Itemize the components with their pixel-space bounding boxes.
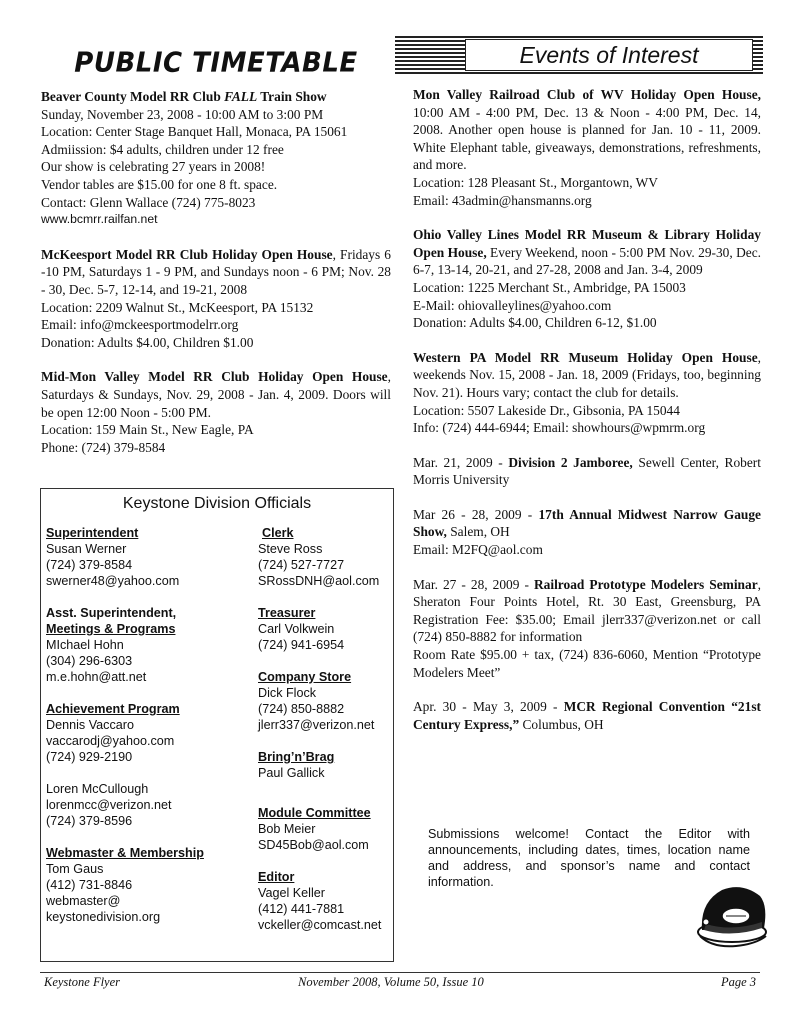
event-description: , Saturdays & Sundays, Nov. 29, 2008 - Jan. 4, 2009. Doors will be open 12:00 Noon - 5:00 PM. bbox=[41, 369, 391, 420]
event-title: Western PA Model RR Museum Holiday Open House bbox=[413, 349, 758, 365]
official-line: jlerr337@verizon.net bbox=[258, 718, 375, 732]
event-date: Apr. 30 - May 3, 2009 - bbox=[413, 699, 564, 715]
official-line: MIchael Hohn bbox=[46, 638, 124, 652]
officials-title: Keystone Division Officials bbox=[122, 495, 312, 512]
official-line: Steve Ross bbox=[258, 542, 323, 556]
official-line: (304) 296-6303 bbox=[46, 654, 133, 668]
event-line: Info: (724) 444-6944; Email: showhours@wpmrm.org bbox=[413, 420, 706, 436]
official-module-committee bbox=[258, 805, 393, 853]
official-line: Susan Werner bbox=[46, 542, 127, 556]
official-webmaster bbox=[46, 845, 251, 925]
public-timetable-heading: PUBLIC TIMETABLE bbox=[74, 47, 358, 79]
event-line: Location: Center Stage Banquet Hall, Monaca, PA 15061 bbox=[41, 124, 348, 140]
official-achievement-program bbox=[46, 701, 251, 765]
event-mcr-convention bbox=[413, 698, 761, 733]
official-role: Treasurer bbox=[258, 606, 316, 620]
official-bring-n-brag bbox=[258, 749, 393, 781]
division-officials-box bbox=[40, 488, 394, 962]
event-date: Mar 26 - 28, 2009 - bbox=[413, 506, 539, 522]
event-line: Location: 159 Main St., New Eagle, PA bbox=[41, 422, 254, 438]
official-role: Asst. Superintendent, bbox=[46, 606, 177, 620]
officials-left-column bbox=[46, 525, 251, 941]
official-role: Editor bbox=[258, 870, 295, 884]
event-title: MCR Regional Convention “21st Century Express,” bbox=[413, 699, 761, 732]
official-role: Module Committee bbox=[258, 806, 371, 820]
official-line: Dennis Vaccaro bbox=[46, 718, 134, 732]
page-footer bbox=[40, 972, 760, 993]
official-line: SRossDNH@aol.com bbox=[258, 574, 380, 588]
official-line: (412) 731-8846 bbox=[46, 878, 133, 892]
event-ohio-valley-lines bbox=[413, 226, 761, 332]
event-title: Mid-Mon Valley Model RR Club Holiday Open House bbox=[41, 369, 388, 385]
official-achievement-second bbox=[46, 781, 251, 829]
event-title: 17th Annual Midwest Narrow Gauge Show, bbox=[413, 506, 761, 540]
official-treasurer bbox=[258, 605, 393, 653]
official-company-store bbox=[258, 669, 393, 733]
event-line: Email: info@mckeesportmodelrr.org bbox=[41, 317, 239, 333]
event-line: Our show is celebrating 27 years in 2008! bbox=[41, 159, 266, 175]
official-line: swerner48@yahoo.com bbox=[46, 574, 180, 588]
official-role: Webmaster & Membership bbox=[46, 846, 204, 860]
footer-issue: November 2008, Volume 50, Issue 10 bbox=[298, 975, 484, 989]
event-description: 10:00 AM - 4:00 PM, Dec. 13 & Noon - 4:00 PM, Dec. 14, 2008. Another open house is planned for Jan. 10 - 11, 2009. White Elephant table, giveaways, demonstrations, refreshments, and more. bbox=[413, 104, 761, 173]
event-line: Contact: Glenn Wallace (724) 775-8023 bbox=[41, 194, 256, 210]
official-line: (724) 527-7727 bbox=[258, 558, 345, 572]
official-role: Company Store bbox=[258, 670, 352, 684]
event-line: Location: 5507 Lakeside Dr., Gibsonia, PA 15044 bbox=[413, 402, 680, 418]
official-line: keystonedivision.org bbox=[46, 910, 161, 924]
official-editor bbox=[258, 869, 393, 933]
official-line: Paul Gallick bbox=[258, 766, 325, 780]
event-line: Location: 2209 Walnut St., McKeesport, PA 15132 bbox=[41, 299, 314, 315]
banner-label: Events of Interest bbox=[465, 39, 753, 71]
event-description: , weekends Nov. 15, 2008 - Jan. 18, 2009 (Fridays, too, beginning Nov. 21). Hours vary; contact the club for details. bbox=[413, 349, 761, 400]
footer-publication: Keystone Flyer bbox=[44, 975, 121, 989]
event-mid-mon-valley bbox=[41, 368, 391, 456]
event-url-link[interactable]: www.bcmrr.railfan.net bbox=[41, 212, 158, 227]
official-line: m.e.hohn@att.net bbox=[46, 670, 147, 684]
event-line: Room Rate $95.00 + tax, (724) 836-6060, Mention “Prototype Modelers Meet” bbox=[413, 647, 761, 680]
official-clerk bbox=[258, 525, 393, 589]
event-date: Mar. 21, 2009 - bbox=[413, 454, 509, 470]
event-mon-valley bbox=[413, 86, 761, 209]
official-line: webmaster@ bbox=[46, 894, 121, 908]
event-title: Railroad Prototype Modelers Seminar bbox=[534, 576, 758, 592]
official-line: vckeller@comcast.net bbox=[258, 918, 382, 932]
official-line: (412) 441-7881 bbox=[258, 902, 345, 916]
submissions-note: Submissions welcome! Contact the Editor with announcements, including dates, times, location name and address, and sponsor’s name and contact information. bbox=[428, 827, 750, 889]
event-description: , Sheraton Four Points Hotel, Rt. 30 East, Greensburg, PA Registration Fee: $35.00; Email jlerr337@verizon.net or call (724) 850-8882 for information bbox=[413, 576, 761, 645]
official-role: Bring’n’Brag bbox=[258, 750, 335, 764]
event-title: Beaver County Model RR Club FALL Train Show bbox=[41, 89, 327, 104]
left-column bbox=[41, 44, 391, 473]
official-asst-superintendent bbox=[46, 605, 251, 685]
official-line: vaccarodj@yahoo.com bbox=[46, 734, 175, 748]
event-line: Vendor tables are $15.00 for one 8 ft. space. bbox=[41, 176, 278, 192]
official-line: (724) 929-2190 bbox=[46, 750, 133, 764]
event-line: Location: 128 Pleasant St., Morgantown, WV bbox=[413, 174, 658, 190]
event-line: Admiission: $4 adults, children under 12 free bbox=[41, 141, 284, 157]
event-line: Phone: (724) 379-8584 bbox=[41, 439, 166, 455]
official-line: lorenmcc@verizon.net bbox=[46, 798, 172, 812]
official-line: (724) 941-6954 bbox=[258, 638, 345, 652]
conductor-cap-icon bbox=[692, 872, 772, 950]
official-line: Dick Flock bbox=[258, 686, 317, 700]
official-line: Vagel Keller bbox=[258, 886, 325, 900]
official-line: (724) 379-8596 bbox=[46, 814, 133, 828]
official-line: Loren McCullough bbox=[46, 782, 149, 796]
officials-right-column bbox=[258, 525, 393, 949]
event-western-pa bbox=[413, 349, 761, 437]
official-line: Carl Volkwein bbox=[258, 622, 335, 636]
event-title: McKeesport Model RR Club Holiday Open House bbox=[41, 246, 333, 262]
event-title: Ohio Valley Lines Model RR Museum & Library Holiday Open House, bbox=[413, 227, 761, 260]
official-line: SD45Bob@aol.com bbox=[258, 838, 369, 852]
official-role: Achievement Program bbox=[46, 702, 180, 716]
official-line: Bob Meier bbox=[258, 822, 316, 836]
right-column bbox=[413, 40, 761, 750]
events-of-interest-banner bbox=[395, 36, 763, 74]
event-line: Location: 1225 Merchant St., Ambridge, PA 15003 bbox=[413, 279, 686, 295]
event-prototype-seminar bbox=[413, 576, 761, 682]
official-line: Tom Gaus bbox=[46, 862, 104, 876]
official-role: Clerk bbox=[262, 526, 294, 540]
event-line: Email: 43admin@hansmanns.org bbox=[413, 192, 592, 208]
event-date: Mar. 27 - 28, 2009 - bbox=[413, 576, 534, 592]
event-line: Donation: Adults $4.00, Children 6-12, $1.00 bbox=[413, 315, 657, 331]
event-description: Columbus, OH bbox=[519, 716, 604, 732]
official-role: Meetings & Programs bbox=[46, 622, 176, 636]
official-superintendent bbox=[46, 525, 251, 589]
event-description: Salem, OH bbox=[446, 524, 510, 540]
event-line: Donation: Adults $4.00, Children $1.00 bbox=[41, 334, 254, 350]
event-line: Sunday, November 23, 2008 - 10:00 AM to 3:00 PM bbox=[41, 106, 324, 122]
event-beaver-county bbox=[41, 88, 391, 229]
event-description: Every Weekend, noon - 5:00 PM Nov. 29-30, Dec. 6-7, 13-14, 20-21, and 27-28, 2008 and Jan. 3-4, 2009 bbox=[413, 244, 761, 278]
official-line: (724) 850-8882 bbox=[258, 702, 345, 716]
event-description: , Fridays 6 -10 PM, Saturdays 1 - 9 PM, and Sundays noon - 6 PM; Nov. 28 - 30, Dec. 5-7, 12-14, and 19-21, 2008 bbox=[41, 246, 392, 297]
footer-page-number: Page 3 bbox=[720, 975, 756, 989]
official-line: (724) 379-8584 bbox=[46, 558, 133, 572]
event-description: Sewell Center, Robert Morris University bbox=[413, 454, 761, 488]
event-mckeesport bbox=[41, 246, 391, 352]
event-title: Division 2 Jamboree, bbox=[508, 454, 633, 470]
event-division-2-jamboree bbox=[413, 454, 761, 489]
event-line: Email: M2FQ@aol.com bbox=[413, 542, 543, 558]
event-narrow-gauge-show bbox=[413, 506, 761, 559]
official-role: Superintendent bbox=[46, 526, 139, 540]
event-line: E-Mail: ohiovalleylines@yahoo.com bbox=[413, 297, 612, 313]
event-title: Mon Valley Railroad Club of WV Holiday Open House, bbox=[413, 87, 761, 102]
